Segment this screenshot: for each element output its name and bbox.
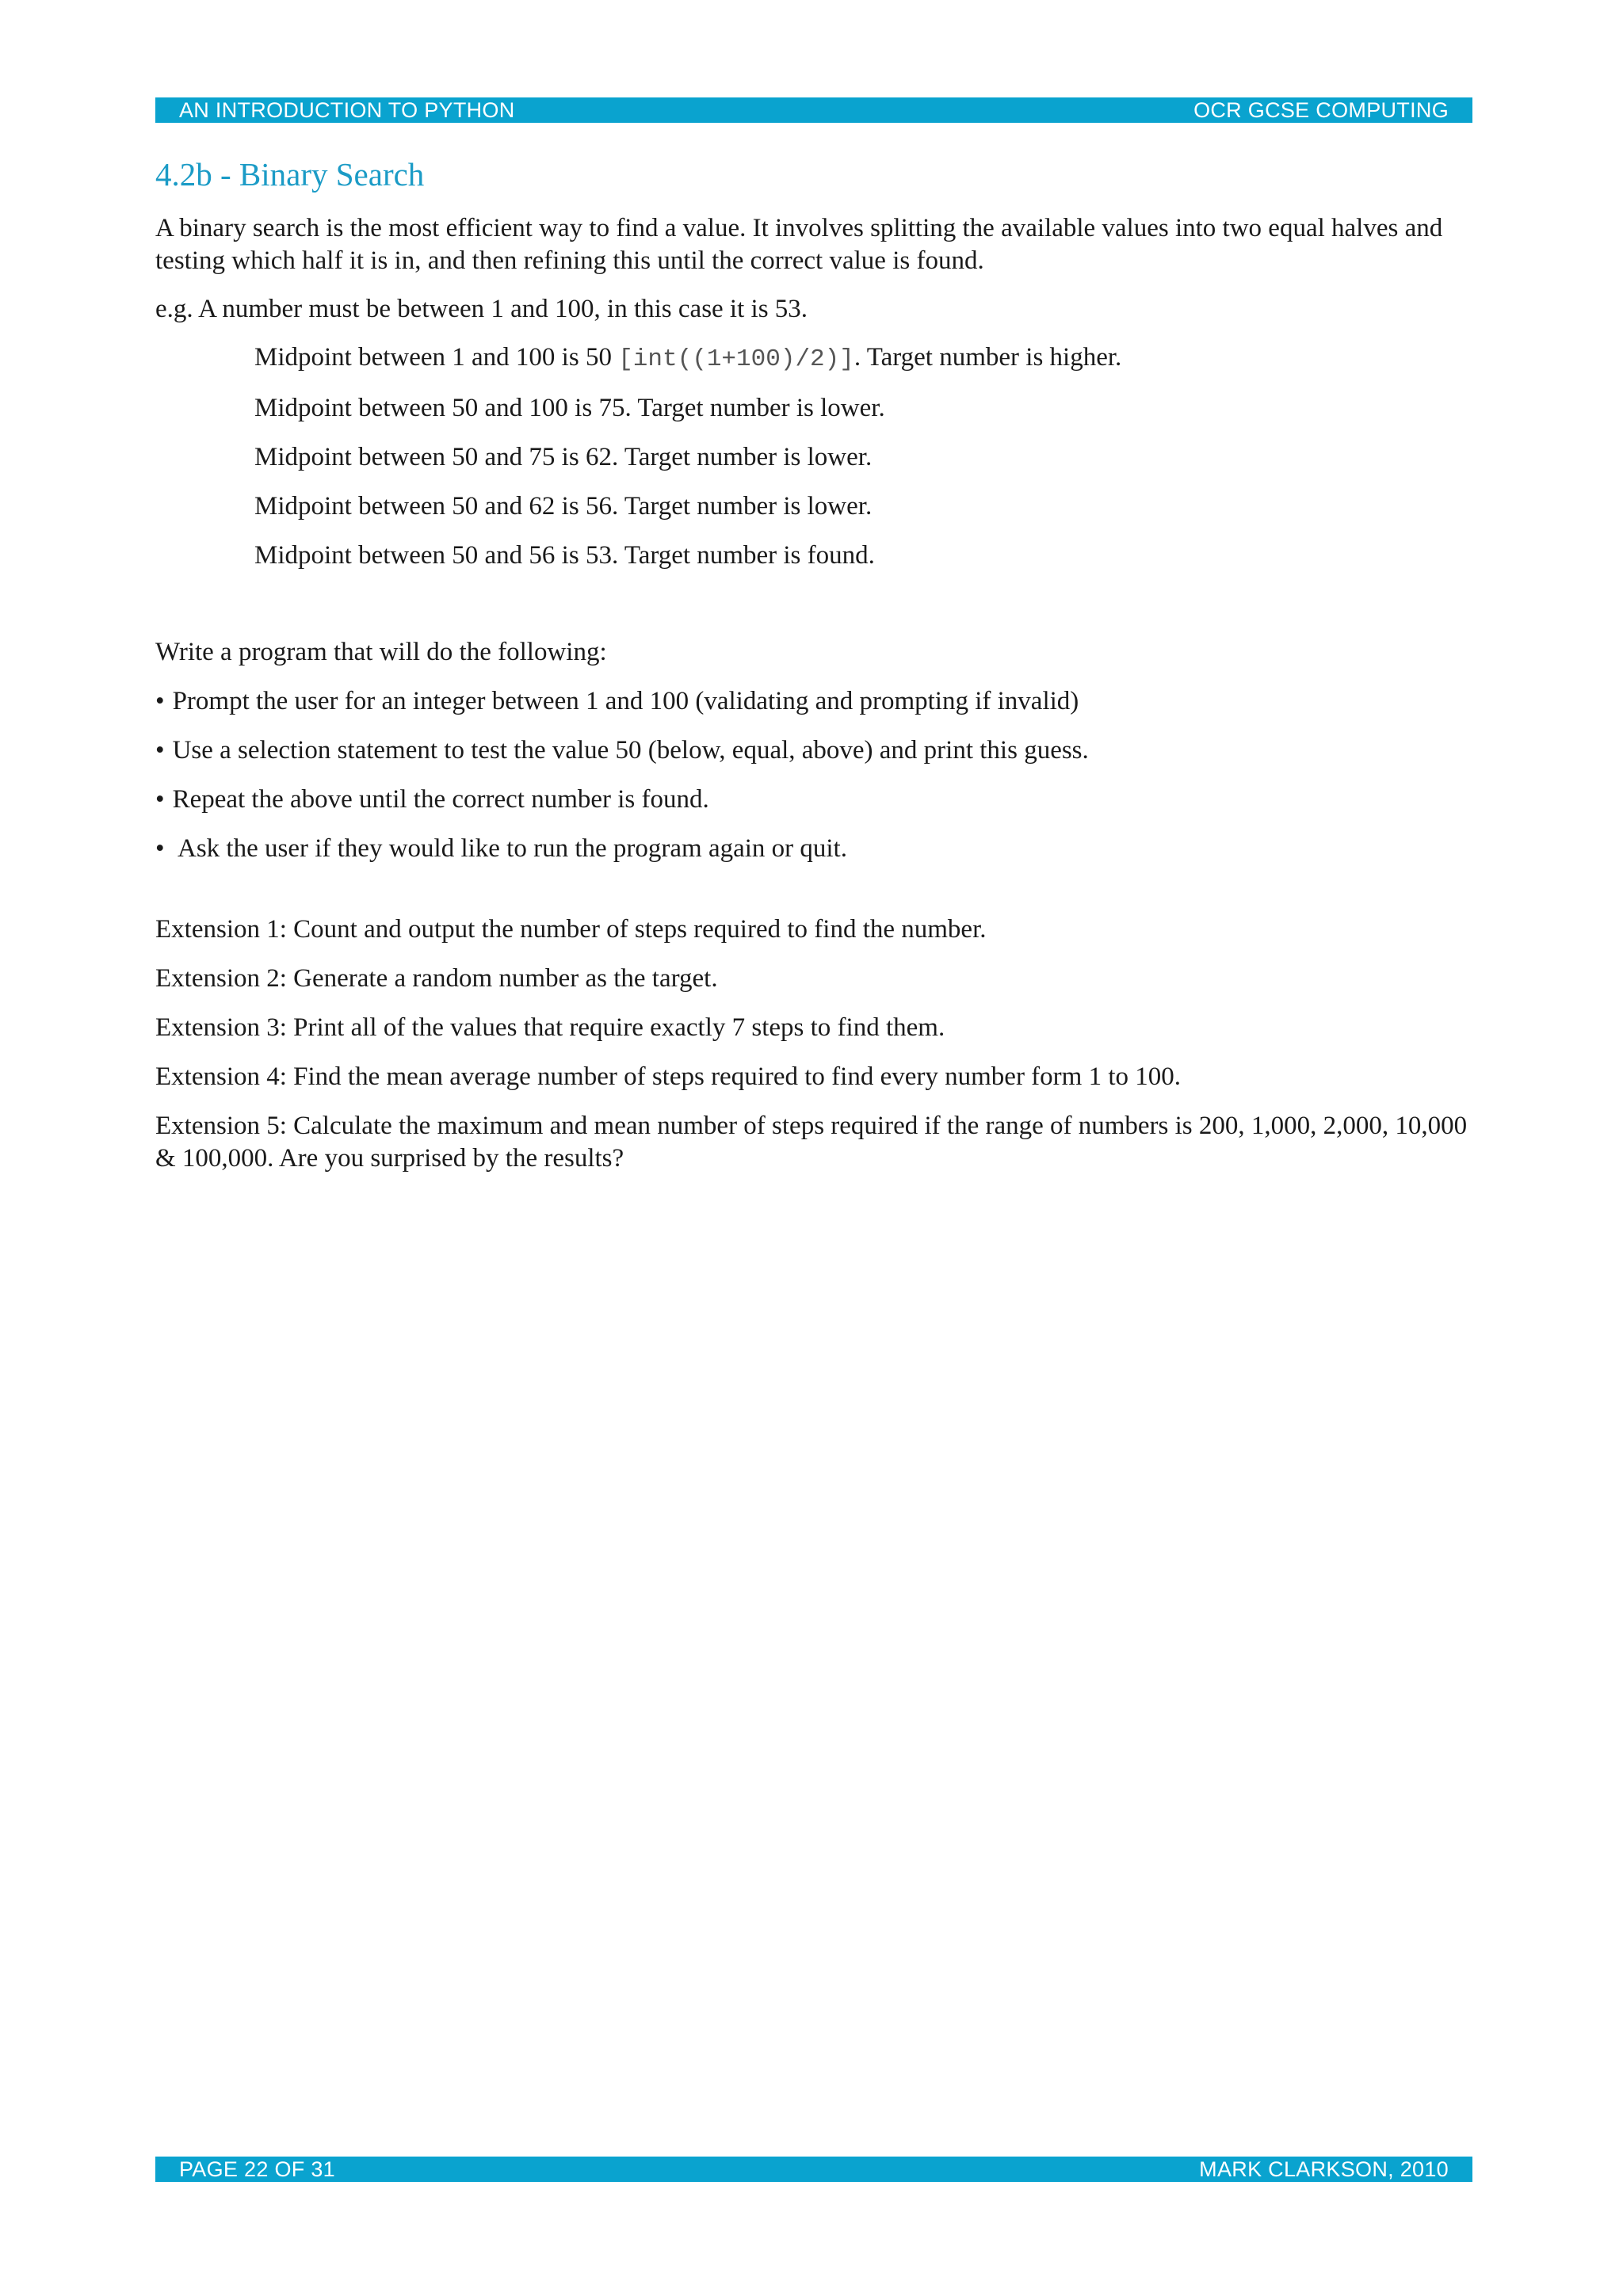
intro-paragraph: A binary search is the most efficient way to find a value. It involves splitting the available values into two equal halves and testing which half it is in, and then refining this until the correct value is found. — [155, 214, 1443, 275]
page-footer-bar — [155, 2157, 1472, 2182]
extension-item: Extension 5: Calculate the maximum and mean number of steps required if the range of numbers is 200, 1,000, 2,000, 10,000 & 100,000. Are you surprised by the results? — [155, 1112, 1468, 1173]
step-text: . Target number is higher. — [854, 343, 1122, 372]
extensions-list — [155, 913, 1471, 1175]
midpoint-steps — [254, 341, 1471, 572]
page-header-bar — [155, 97, 1472, 123]
header-left-text: AN INTRODUCTION TO PYTHON — [179, 98, 515, 122]
extension-item: Extension 3: Print all of the values that require exactly 7 steps to find them. — [155, 1013, 945, 1042]
step-item: Midpoint between 50 and 100 is 75. Target number is lower. — [254, 394, 885, 422]
step-item — [254, 341, 1471, 376]
step-text: Midpoint between 1 and 100 is 50 — [254, 343, 619, 372]
list-item — [155, 784, 1471, 816]
section-title: 4.2b - Binary Search — [155, 156, 425, 193]
list-item — [155, 833, 1471, 865]
page-content — [155, 151, 1471, 1192]
bullet-icon: • — [155, 785, 165, 814]
step-item: Midpoint between 50 and 56 is 53. Target number is found. — [254, 541, 875, 570]
step-item: Midpoint between 50 and 75 is 62. Target number is lower. — [254, 443, 873, 471]
task-text: Ask the user if they would like to run the program again or quit. — [178, 834, 847, 863]
task-intro: Write a program that will do the following: — [155, 638, 607, 666]
code-snippet: [int((1+100)/2)] — [618, 345, 854, 373]
step-item: Midpoint between 50 and 62 is 56. Target number is lower. — [254, 492, 873, 521]
task-text: Prompt the user for an integer between 1 and 100 (validating and prompting if invalid) — [172, 687, 1079, 715]
example-paragraph: e.g. A number must be between 1 and 100, in this case it is 53. — [155, 295, 808, 323]
header-right-text: OCR GCSE COMPUTING — [1193, 98, 1449, 122]
footer-right-text: MARK CLARKSON, 2010 — [1199, 2157, 1449, 2181]
extension-item: Extension 4: Find the mean average number of steps required to find every number form 1 to 100. — [155, 1062, 1181, 1091]
bullet-icon: • — [155, 687, 165, 715]
list-item — [155, 734, 1471, 767]
list-item — [155, 685, 1471, 718]
bullet-icon: • — [155, 834, 165, 863]
footer-left-text: PAGE 22 OF 31 — [179, 2157, 335, 2181]
extension-item: Extension 2: Generate a random number as the target. — [155, 964, 718, 993]
bullet-icon: • — [155, 736, 165, 765]
extension-item: Extension 1: Count and output the number of steps required to find the number. — [155, 915, 987, 944]
task-text: Repeat the above until the correct number is found. — [172, 785, 709, 814]
task-text: Use a selection statement to test the value 50 (below, equal, above) and print this guess. — [172, 736, 1089, 765]
task-list — [155, 685, 1471, 865]
